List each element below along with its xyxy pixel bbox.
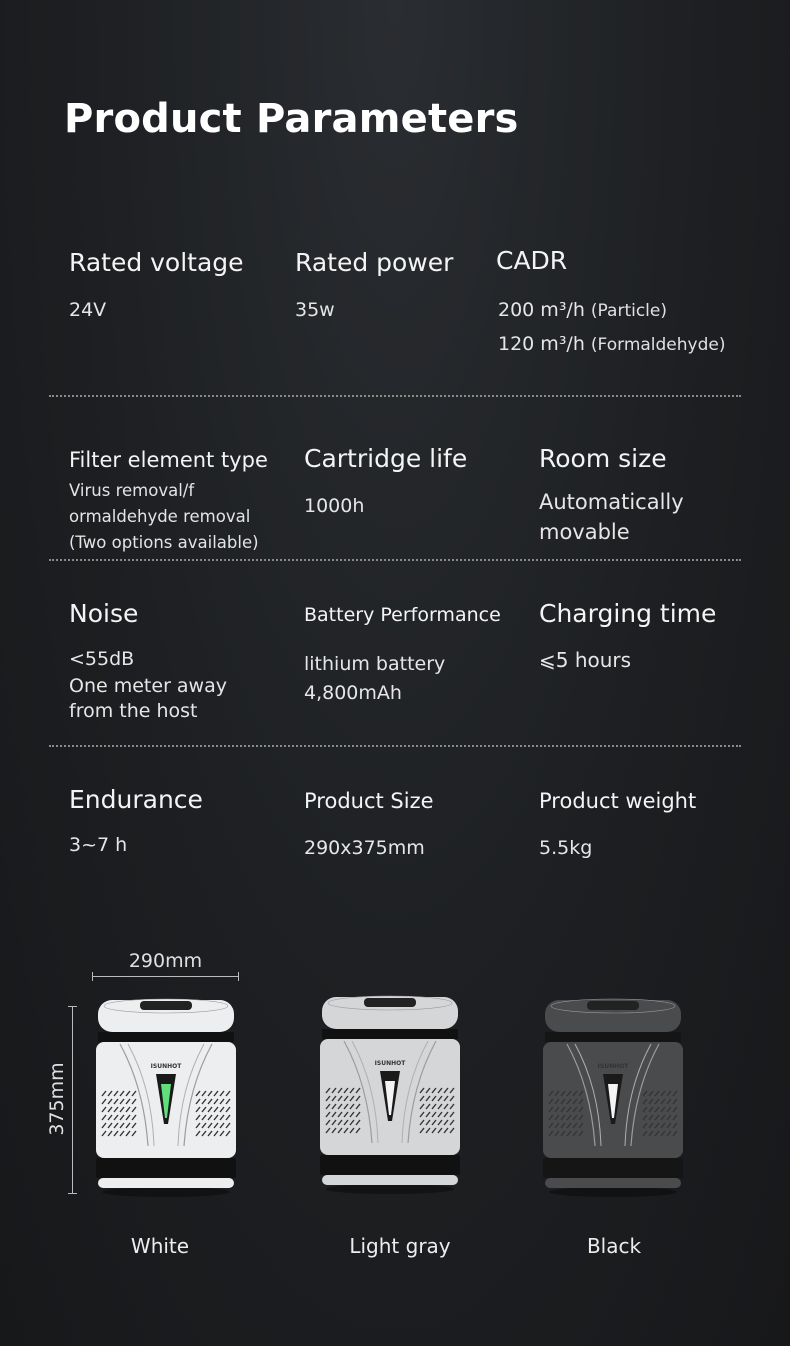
height-dimension-label: 375mm: [46, 1062, 68, 1136]
lower-band: [320, 1155, 460, 1175]
brand-label: ISUNHOT: [150, 1063, 182, 1070]
charging-time-label: Charging time: [539, 599, 717, 628]
caption-white: White: [130, 1234, 190, 1258]
param-cartridge-life: [304, 444, 467, 517]
purifier-base: [98, 1178, 234, 1188]
battery-line-2: 4,800mAh: [304, 682, 402, 704]
cadr-line-1: [498, 299, 726, 321]
param-product-weight: [539, 789, 696, 859]
cadr-formaldehyde-value: 120 m³/h: [498, 333, 585, 355]
room-size-line-1: Automatically: [539, 490, 684, 514]
filter-type-value: [69, 478, 268, 556]
base-shadow: [326, 1184, 454, 1194]
purifier-base: [322, 1175, 458, 1185]
filter-type-line-1: Virus removal/f: [69, 481, 195, 500]
param-noise: [69, 599, 227, 724]
product-size-label: Product Size: [304, 789, 434, 813]
page-title: Product Parameters: [64, 96, 519, 142]
width-dimension-label: 290mm: [128, 950, 203, 972]
room-size-line-2: movable: [539, 520, 630, 544]
upper-band: [545, 1032, 681, 1042]
width-dimension-line: [92, 976, 239, 977]
rated-power-value: 35w: [295, 299, 335, 321]
filter-type-line-2: ormaldehyde removal: [69, 507, 251, 526]
control-panel: [140, 1001, 192, 1010]
upper-band: [322, 1029, 458, 1039]
product-image-black: [539, 996, 687, 1202]
filter-type-line-3: (Two options available): [69, 533, 259, 552]
param-endurance: [69, 785, 203, 856]
cadr-label: CADR: [496, 246, 568, 275]
base-shadow: [102, 1187, 230, 1197]
brand-label: ISUNHOT: [597, 1063, 629, 1070]
param-room-size: [539, 444, 684, 547]
param-rated-voltage: [69, 248, 244, 321]
battery-value: [304, 650, 501, 708]
endurance-label: Endurance: [69, 785, 203, 814]
room-size-value: [539, 487, 684, 547]
param-product-size: [304, 789, 434, 859]
product-size-value: 290x375mm: [304, 837, 425, 859]
noise-label: Noise: [69, 599, 139, 628]
param-cadr: [496, 246, 726, 355]
param-filter-type: [69, 448, 268, 556]
brand-label: ISUNHOT: [374, 1060, 406, 1067]
noise-note-line-1: One meter away: [69, 675, 227, 697]
noise-note-line-2: from the host: [69, 700, 198, 722]
noise-note: [69, 674, 227, 724]
lower-band: [543, 1158, 683, 1178]
control-panel: [364, 998, 416, 1007]
rated-voltage-value: 24V: [69, 299, 107, 321]
endurance-value: 3~7 h: [69, 834, 128, 856]
rated-voltage-label: Rated voltage: [69, 248, 244, 277]
noise-value: <55dB: [69, 648, 135, 670]
cartridge-life-value: 1000h: [304, 495, 365, 517]
product-image-white: [92, 996, 240, 1202]
purifier-base: [545, 1178, 681, 1188]
battery-label: Battery Performance: [304, 604, 501, 626]
product-weight-label: Product weight: [539, 789, 697, 813]
cadr-particle-note: (Particle): [590, 301, 667, 321]
divider: [49, 559, 741, 561]
room-size-label: Room size: [539, 444, 667, 473]
cadr-particle-value: 200 m³/h: [498, 299, 585, 321]
product-weight-value: 5.5kg: [539, 837, 593, 859]
param-charging-time: [539, 599, 716, 672]
cartridge-life-label: Cartridge life: [304, 444, 468, 473]
height-dimension-line: [72, 1006, 73, 1194]
param-battery: [304, 604, 501, 708]
cadr-line-2: [498, 333, 726, 355]
base-shadow: [549, 1187, 677, 1197]
charging-time-value: ⩽5 hours: [539, 648, 632, 672]
battery-line-1: lithium battery: [304, 653, 446, 675]
control-panel: [587, 1001, 639, 1010]
caption-light-gray: Light gray: [349, 1234, 451, 1258]
upper-band: [98, 1032, 234, 1042]
product-image-light-gray: [316, 993, 464, 1199]
divider: [49, 395, 741, 397]
caption-black: Black: [586, 1234, 642, 1258]
param-rated-power: [295, 248, 453, 321]
rated-power-label: Rated power: [295, 248, 454, 277]
cadr-formaldehyde-note: (Formaldehyde): [590, 335, 726, 355]
lower-band: [96, 1158, 236, 1178]
divider: [49, 745, 741, 747]
filter-type-label: Filter element type: [69, 448, 268, 472]
